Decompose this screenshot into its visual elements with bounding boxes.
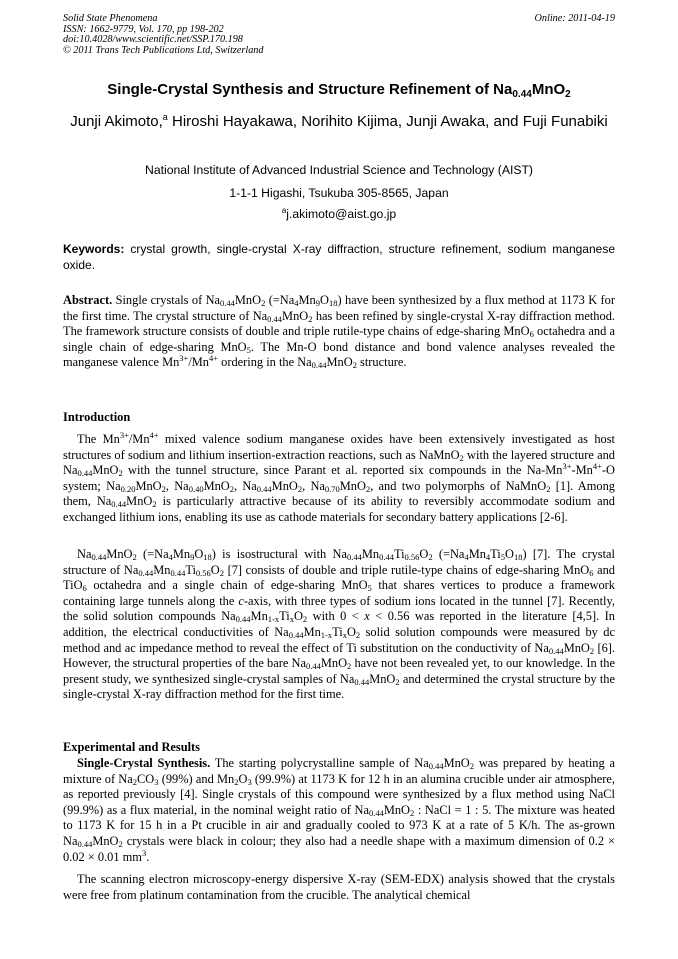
introduction-heading: Introduction [63,410,131,424]
journal-doi[interactable]: doi:10.4028/www.scientific.net/SSP.170.198 [63,34,243,46]
abstract: Abstract. Single crystals of $Na_{0.44}MnO_2$ $(=Na_4Mn_9O_{18})$ have been synthesized by a flux method at 1173 K for the first time. The crystal structure of $Na_{0.44}MnO_2$ has been refined by single-crystal X-ray diffraction method. The framework structure consists of double and triple rutile-type chains of edge-sharing MnO$_6$ octahedra and a single chain of edge-sharing MnO$_5$. The Mn-O bond distance and bond valence analyses revealed the manganese valence $Mn^{3+}/Mn^{4+}$ ordering in the $Na_{0.44}MnO_2$ structure. [63,293,615,371]
journal-name: Solid State Phenomena [63,13,158,24]
abstract-label: Abstract. [63,293,113,307]
journal-issn: ISSN: 1662-9779, Vol. 170, pp 198-202 [63,23,224,35]
introduction-paragraph-2: $Na_{0.44}MnO_2$ $(=Na_4Mn_9O_{18})$ is isostructural with $Na_{0.44}Mn_{0.44}Ti_{0.56}O_2$ $(=Na_4Mn_4Ti_5O_{18})$ [7]. The crystal structure of $Na_{0.44}Mn_{0.44}Ti_{0.56}O_2$ [7] consists of double and triple rutile-type chains of edge-sharing MnO$_6$ and TiO$_6$ octahedra and a single chain of edge-sharing MnO$_5$ that shares vertices to produce a framework containing large tunnels along the c-axis, with three types of sodium ions located in the tunnel [7]. Recently, the solid solution compounds $Na_{0.44}Mn_{1-x}Ti_xO_2$ with 0 < x < 0.56 was reported in the literature [4,5]. In addition, the electrical conductivities of $Na_{0.44}Mn_{1-x}Ti_xO_2$ solid solution compounds were measured by dc method and ac impedance method to reveal the effect of Ti substitution on the conductivity of $Na_{0.44}MnO_2$ [6]. However, the structural properties of the bare $Na_{0.44}MnO_2$ have not been revealed yet, to our knowledge. In the present study, we synthesized single-crystal samples of $Na_{0.44}MnO_2$ and determined the crystal structure by the single-crystal X-ray diffraction method for the first time. [63,547,616,702]
journal-header [63,14,263,56]
keywords: Keywords: crystal growth, single-crystal X-ray diffraction, structure refinement, sodium manganese oxide. [63,242,615,272]
journal-copyright: © 2011 Trans Tech Publications Ltd, Switzerland [63,44,264,56]
keywords-label: Keywords: [63,242,125,256]
experimental-heading: Experimental and Results [63,740,200,754]
online-date: Online: 2011-04-19 [534,13,615,24]
affiliation-institute: National Institute of Advanced Industrial Science and Technology (AIST) [145,163,533,177]
experimental-paragraph-2: The scanning electron microscopy-energy dispersive X-ray (SEM-EDX) analysis showed that the crystals were free from platinum contamination from the crucible. The analytical chemical [63,872,615,902]
experimental-subheading: Single-Crystal Synthesis. [77,756,211,770]
introduction-paragraph-1: The $Mn^{3+}/Mn^{4+}$ mixed valence sodium manganese oxides have been extensively investigated as host structures of sodium and lithium insertion-extraction reactions, such as NaMnO$_2$ with the layered structure and $Na_{0.44}MnO_2$ with the tunnel structure, since Parant et al. reported six compounds in the $Na-Mn^{3+}-Mn^{4+}-O$ system; $Na_{0.20}MnO_2$, $Na_{0.40}MnO_2$, $Na_{0.44}MnO_2$, $Na_{0.70}MnO_2$, and two polymorphs of NaMnO$_2$ [1]. Among them, $Na_{0.44}MnO_2$ is particularly attractive because of its ability to reversibly accommodate sodium and exchanged lithium ions, enabling its use as cathode materials for secondary battery applications [2-6]. [63,430,615,524]
experimental-paragraph-1: Single-Crystal Synthesis. The starting polycrystalline sample of $Na_{0.44}MnO_2$ was prepared by heating a mixture of $Na_2CO_3$ (99%) and $Mn_2O_3$ (99.9%) at 1173 K for 12 h in an alumina crucible under air atmosphere, as reported previously [4]. Single crystals of this compound were synthesized by a flux method using NaCl (99.9%) as a flux material, in the nominal weight ratio of $Na_{0.44}MnO_2$ : NaCl = 1 : 5. The mixture was heated to 1173 K for 15 h in a Pt crucible in air and gradually cooled to 973 K at a rate of 5 K/h. The as-grown $Na_{0.44}MnO_2$ crystals were black in colour; they also had a needle shape with a maximum dimension of 0.2 × 0.02 × 0.01 $mm^3$. [63,756,615,864]
author-email[interactable]: $^a$j.akimoto@aist.go.jp [281,206,397,221]
author-list: Junji Akimoto,$^a$ Hiroshi Hayakawa, Norihito Kijima, Junji Awaka, and Fuji Funabiki [70,112,608,130]
paper-title: Single-Crystal Synthesis and Structure Refinement of $Na_{0.44}MnO_2$ [107,81,571,100]
affiliation-address: 1-1-1 Higashi, Tsukuba 305-8565, Japan [229,186,449,200]
